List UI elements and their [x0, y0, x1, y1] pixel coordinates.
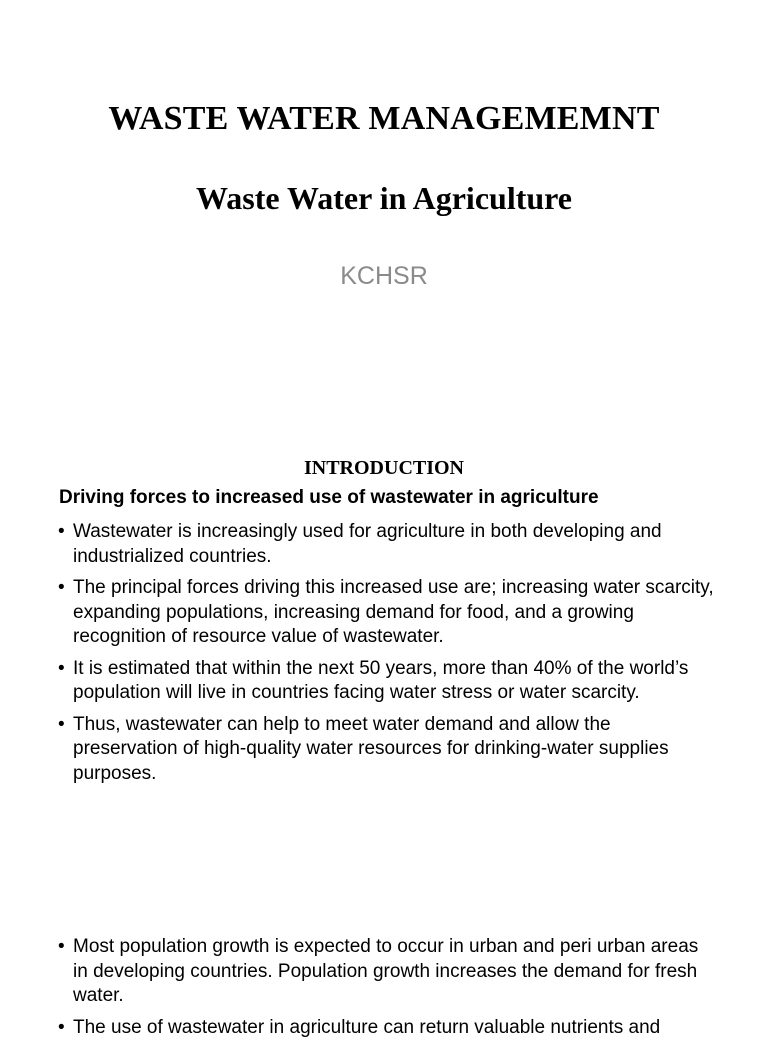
- bullet-icon: •: [58, 521, 65, 542]
- bullet-text: The principal forces driving this increased use are; increasing water scarcity, expanding populations, increasing demand for food, and a growing recognition of resource value of wastewater.: [73, 577, 714, 647]
- bullet-icon: •: [58, 713, 65, 735]
- bullet-item: [58, 935, 718, 1009]
- bullet-item: [58, 1016, 718, 1041]
- bullet-list-continued: [58, 935, 718, 1047]
- bullet-list: [58, 520, 718, 793]
- bullet-icon: •: [58, 657, 65, 679]
- section-subheading: Driving forces to increased use of wastewater in agriculture: [59, 487, 599, 508]
- bullet-text: Most population growth is expected to occur in urban and peri urban areas in developing countries. Population growth increases the demand for fresh water.: [73, 936, 699, 1006]
- slide-subtitle: Waste Water in Agriculture: [196, 180, 572, 216]
- introduction-slide: [0, 440, 768, 1038]
- bullet-icon: •: [58, 936, 65, 957]
- title-slide: [0, 0, 768, 430]
- bullet-text: Wastewater is increasingly used for agriculture in both developing and industrialized countries.: [73, 521, 662, 567]
- bullet-text: It is estimated that within the next 50 years, more than 40% of the world’s population will live in countries facing water stress or water scarcity.: [73, 657, 689, 703]
- bullet-icon: •: [58, 1016, 65, 1038]
- slide-author: KCHSR: [340, 262, 428, 290]
- bullet-item: [58, 520, 718, 569]
- bullet-text: Thus, wastewater can help to meet water demand and allow the preservation of high-quality water resources for drinking-water supplies purposes.: [73, 713, 669, 784]
- bullet-icon: •: [58, 577, 65, 598]
- slide-title: WASTE WATER MANAGEMEMNT: [108, 100, 660, 137]
- bullet-item: [58, 657, 718, 706]
- bullet-text: The use of wastewater in agriculture can return valuable nutrients and: [73, 1016, 661, 1038]
- section-heading: INTRODUCTION: [303, 457, 465, 479]
- bullet-item: [58, 713, 718, 787]
- bullet-item: [58, 576, 718, 650]
